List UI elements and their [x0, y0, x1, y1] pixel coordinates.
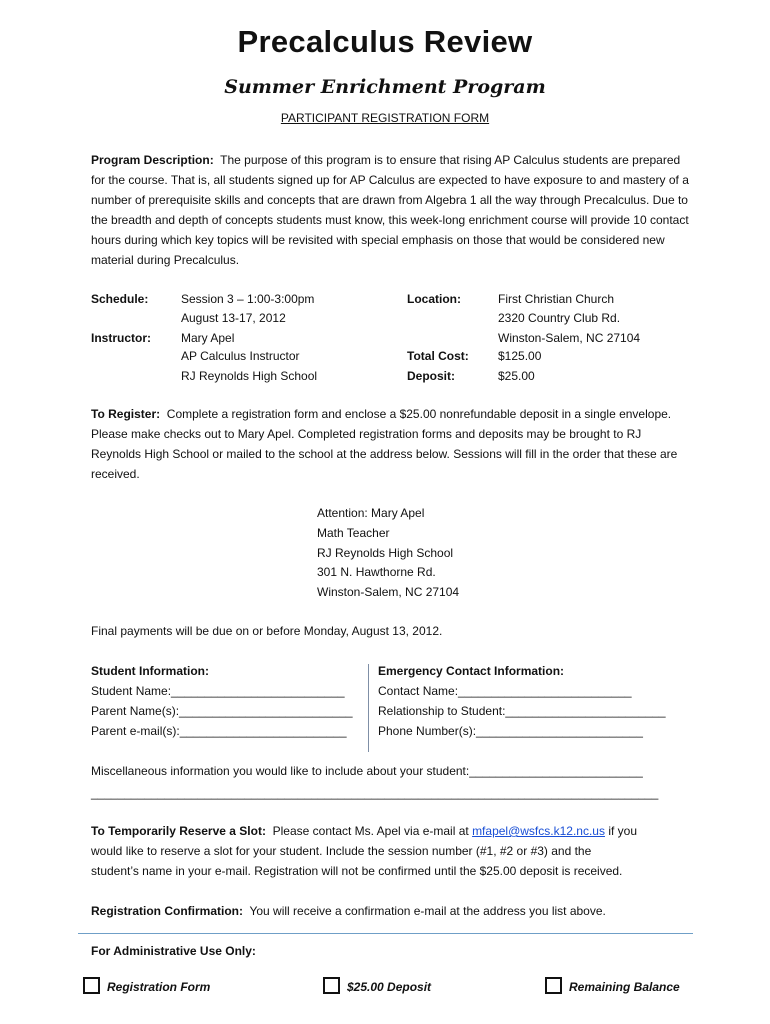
instructor-email-link[interactable]: mfapel@wsfcs.k12.nc.us	[472, 824, 605, 838]
relationship-field[interactable]: Relationship to Student:________________________	[378, 704, 666, 718]
parent-name-field[interactable]: Parent Name(s):__________________________	[91, 704, 353, 718]
page-subtitle: Summer Enrichment Program	[224, 76, 546, 98]
instructor-label: Instructor:	[91, 331, 151, 345]
location-line1: First Christian Church	[498, 292, 615, 306]
total-cost-label: Total Cost:	[407, 349, 469, 363]
remaining-balance-label: Remaining Balance	[569, 980, 680, 994]
reserve-line3: student’s name in your e-mail. Registration will not be confirmed until the $25.00 deposit is received.	[91, 864, 623, 878]
reserve-line1	[91, 824, 637, 838]
confirmation-label: Registration Confirmation:	[91, 904, 243, 918]
registration-form-label: Registration Form	[107, 980, 211, 994]
deposit-checkbox-label: $25.00 Deposit	[347, 980, 432, 994]
admin-divider	[78, 933, 693, 934]
deposit-value: $25.00	[498, 369, 535, 383]
address-line: RJ Reynolds High School	[317, 545, 454, 560]
registration-form-checkbox[interactable]	[83, 977, 100, 994]
location-line2: 2320 Country Club Rd.	[498, 311, 621, 325]
column-divider	[368, 664, 369, 752]
instructor-line3: RJ Reynolds High School	[181, 369, 318, 383]
admin-heading: For Administrative Use Only:	[91, 944, 256, 958]
student-info-heading: Student Information:	[91, 664, 209, 678]
instructor-line1: Mary Apel	[181, 331, 235, 345]
program-description	[91, 150, 691, 270]
parent-email-field[interactable]: Parent e-mail(s):_________________________	[91, 724, 347, 738]
register-label: To Register:	[91, 407, 161, 421]
address-line: Math Teacher	[317, 525, 390, 540]
schedule-line1: Session 3 – 1:00-3:00pm	[181, 292, 315, 306]
confirmation-paragraph	[91, 904, 606, 918]
address-line: 301 N. Hawthorne Rd.	[317, 565, 436, 580]
form-title: PARTICIPANT REGISTRATION FORM	[280, 111, 490, 125]
register-paragraph	[91, 404, 691, 484]
location-label: Location:	[407, 292, 461, 306]
program-description-text: The purpose of this program is to ensure that rising AP Calculus students are prepared for the course. That is, all students signed up for AP Calculus are expected to have exposure to and mastery of a number of prerequisite skills and concepts that are drawn from Algebra 1 all the way through Precalculus. Due to the breadth and depth of concepts students must know, this week-long enrichment course will provide 10 contact hours during which key topics will be revisited with special emphasis on those that would be considered new material during Precalculus.	[91, 153, 689, 267]
reserve-text-end: if you	[608, 824, 637, 838]
misc-info-field[interactable]: Miscellaneous information you would like to include about your student:__________________________	[91, 764, 643, 778]
final-payment-note: Final payments will be due on or before Monday, August 13, 2012.	[91, 624, 443, 638]
program-description-label: Program Description:	[91, 153, 214, 167]
reserve-line2: would like to reserve a slot for your student. Include the session number (#1, #2 or #3) and the	[91, 844, 592, 858]
instructor-line2: AP Calculus Instructor	[181, 349, 300, 363]
deposit-label: Deposit:	[407, 369, 455, 383]
student-name-field[interactable]: Student Name:__________________________	[91, 684, 345, 698]
remaining-balance-checkbox[interactable]	[545, 977, 562, 994]
misc-info-line2[interactable]: _____________________________________________________________________________________	[91, 786, 659, 800]
total-cost-value: $125.00	[498, 349, 542, 363]
confirmation-text: You will receive a confirmation e-mail at the address you list above.	[249, 904, 606, 918]
mailing-address	[317, 504, 459, 603]
address-line: Winston-Salem, NC 27104	[317, 585, 460, 600]
location-line3: Winston-Salem, NC 27104	[498, 331, 641, 345]
contact-name-field[interactable]: Contact Name:__________________________	[378, 684, 632, 698]
emergency-info-heading: Emergency Contact Information:	[378, 664, 565, 678]
schedule-line2: August 13-17, 2012	[181, 311, 286, 325]
page-title: Precalculus Review	[237, 24, 533, 59]
phone-number-field[interactable]: Phone Number(s):_________________________	[378, 724, 643, 738]
deposit-checkbox[interactable]	[323, 977, 340, 994]
schedule-label: Schedule:	[91, 292, 149, 306]
register-text: Complete a registration form and enclose a $25.00 nonrefundable deposit in a single envelope. Please make checks out to Mary Apel. Completed registration forms and deposits may be brought to RJ Reynolds High School or mailed to the school at the address below. Sessions will fill in the order that these are received.	[91, 407, 678, 481]
reserve-text: Please contact Ms. Apel via e-mail at	[272, 824, 469, 838]
address-line: Attention: Mary Apel	[317, 506, 425, 520]
reserve-label: To Temporarily Reserve a Slot:	[91, 824, 266, 838]
